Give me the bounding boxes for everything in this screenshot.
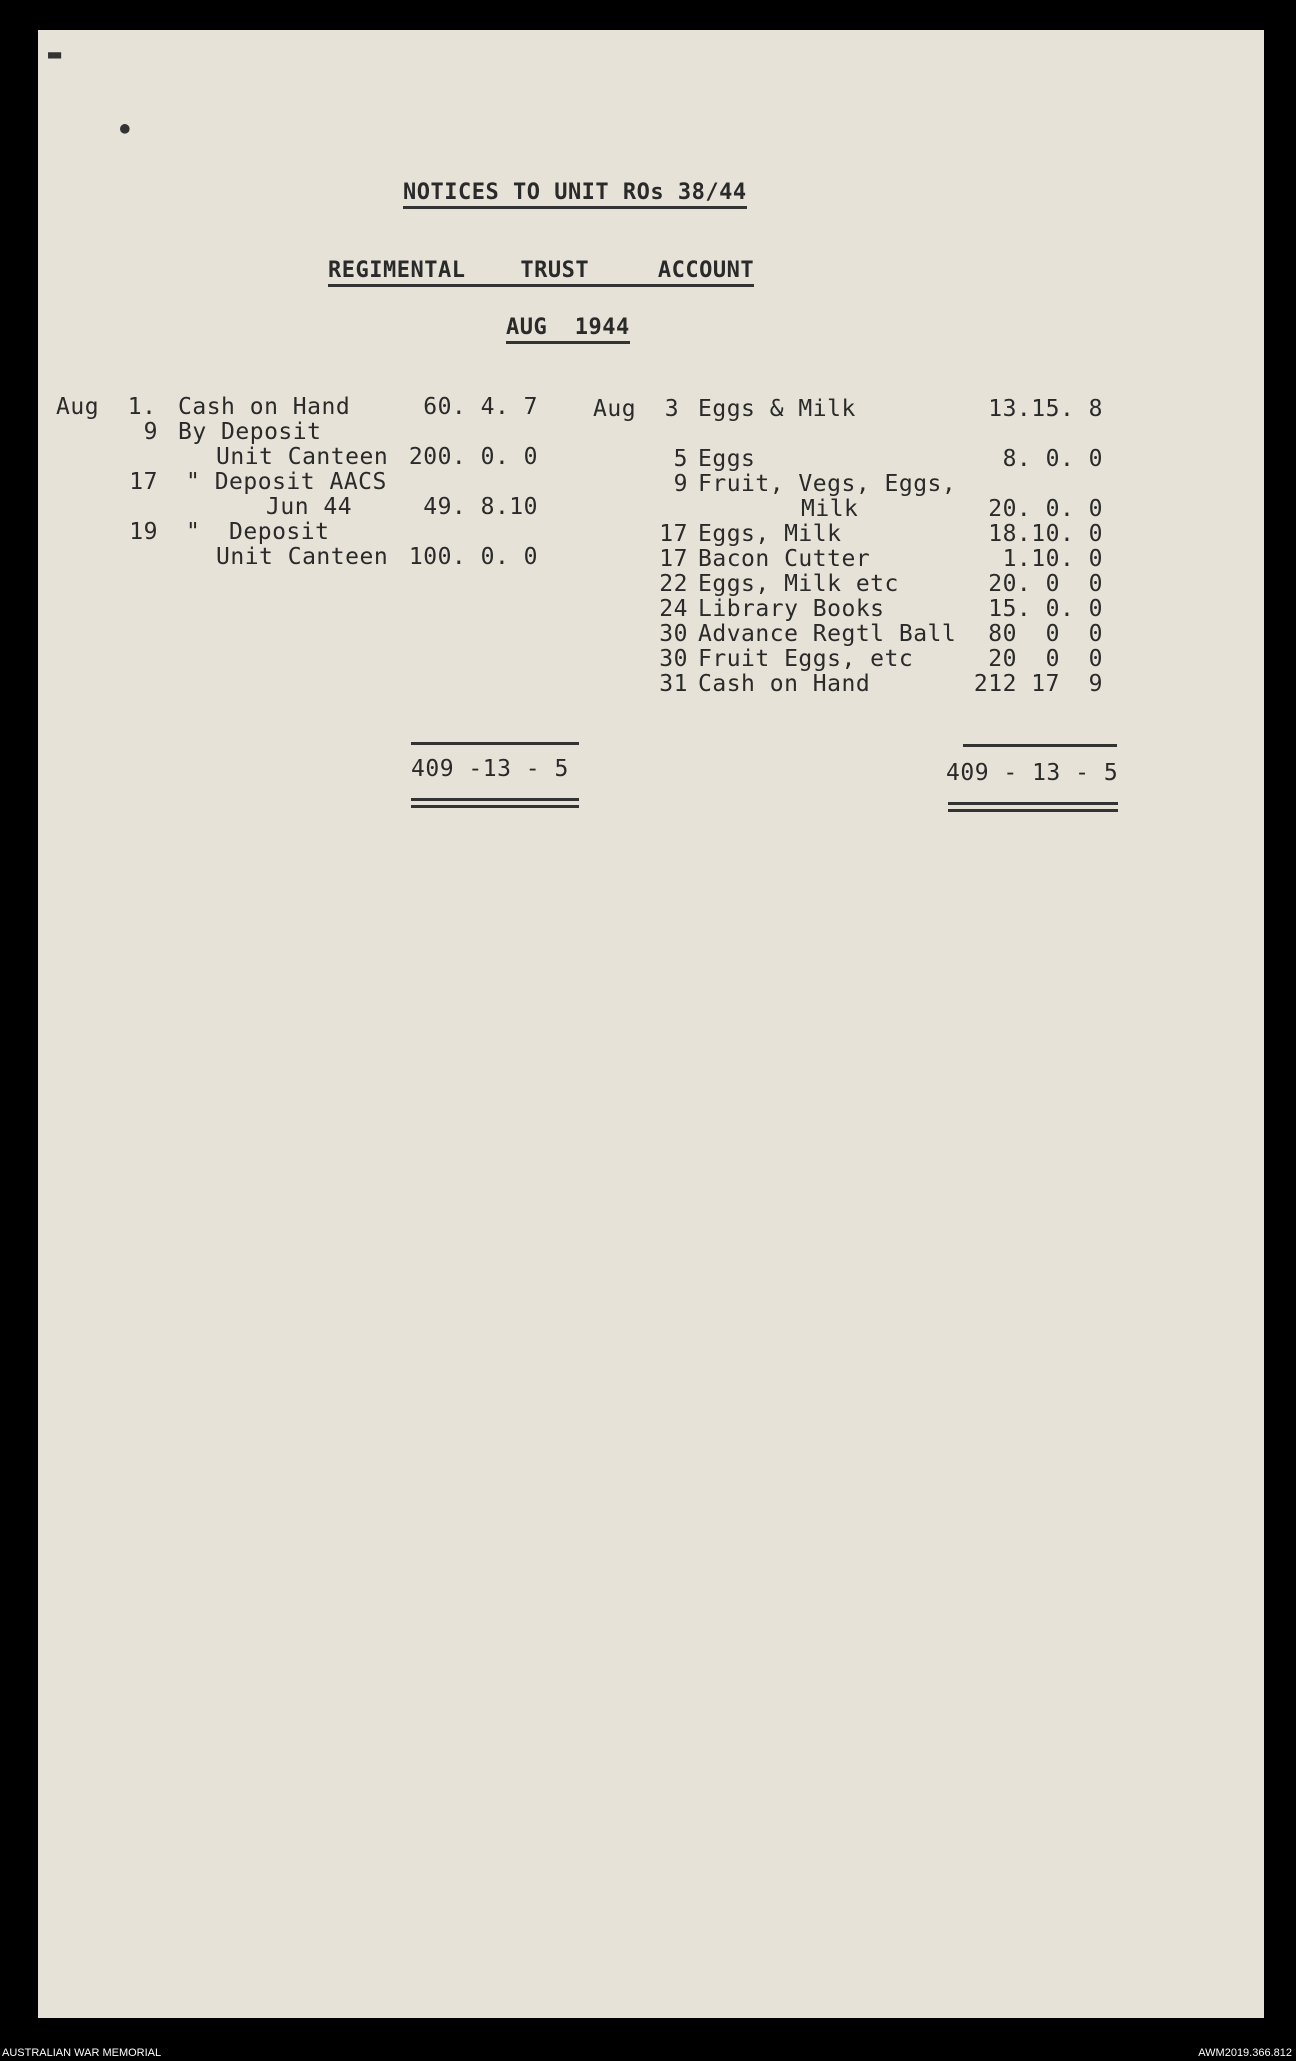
- footer-credit: AUSTRALIAN WAR MEMORIAL: [2, 2047, 162, 2059]
- payment-date: 31: [659, 671, 688, 697]
- payments-total: 409 - 13 - 5: [946, 760, 1119, 786]
- payment-desc: Eggs & Milk: [698, 396, 856, 422]
- total-rule-double: [411, 805, 579, 808]
- total-rule-double: [948, 809, 1118, 812]
- receipt-date: Aug 1.: [56, 394, 157, 420]
- receipt-desc: Cash on Hand: [178, 394, 351, 420]
- payment-date: 9: [673, 471, 688, 497]
- receipt-desc: By Deposit: [178, 419, 322, 445]
- total-rule-double: [411, 798, 579, 801]
- punch-hole-mark: ▬: [48, 42, 62, 67]
- payment-date: 22: [659, 571, 688, 597]
- account-period: AUG 1944: [506, 315, 630, 344]
- receipt-amount: 100. 0. 0: [408, 544, 538, 570]
- payment-amount: 1.10. 0: [1002, 546, 1103, 572]
- document-page: [38, 30, 1264, 2018]
- receipt-desc: Jun 44: [266, 494, 353, 520]
- receipt-desc: " Deposit: [186, 519, 330, 545]
- receipt-amount: 200. 0. 0: [408, 444, 538, 470]
- payment-amount: 13.15. 8: [988, 396, 1103, 422]
- payment-date: 24: [659, 596, 688, 622]
- receipt-amount: 60. 4. 7: [423, 394, 538, 420]
- payment-desc: Eggs, Milk etc: [698, 571, 899, 597]
- receipt-desc: Unit Canteen: [216, 444, 389, 470]
- receipt-date: 19: [129, 519, 158, 545]
- account-title: REGIMENTAL TRUST ACCOUNT: [328, 258, 754, 287]
- payment-amount: 20. 0. 0: [988, 496, 1103, 522]
- payment-date: 30: [659, 621, 688, 647]
- payment-date: Aug 3: [593, 396, 680, 422]
- payment-amount: 212 17 9: [973, 671, 1103, 697]
- payment-amount: 20 0 0: [988, 646, 1103, 672]
- payment-desc: Milk: [801, 496, 859, 522]
- payment-date: 17: [659, 546, 688, 572]
- payment-date: 30: [659, 646, 688, 672]
- notice-heading: NOTICES TO UNIT ROs 38/44: [403, 180, 747, 209]
- total-rule-top: [963, 744, 1117, 747]
- total-rule-double: [948, 802, 1118, 805]
- payment-amount: 8. 0. 0: [1002, 446, 1103, 472]
- payment-desc: Fruit Eggs, etc: [698, 646, 914, 672]
- receipt-desc: " Deposit AACS: [186, 469, 387, 495]
- payment-desc: Advance Regtl Ball: [698, 621, 957, 647]
- receipt-desc: Unit Canteen: [216, 544, 389, 570]
- payment-date: 5: [673, 446, 688, 472]
- payment-date: 17: [659, 521, 688, 547]
- receipt-date: 9: [143, 419, 158, 445]
- payment-amount: 15. 0. 0: [988, 596, 1103, 622]
- payment-desc: Eggs: [698, 446, 756, 472]
- payment-desc: Cash on Hand: [698, 671, 871, 697]
- payment-amount: 18.10. 0: [988, 521, 1103, 547]
- payment-desc: Fruit, Vegs, Eggs,: [698, 471, 957, 497]
- payment-desc: Eggs, Milk: [698, 521, 842, 547]
- footer-reference: AWM2019.366.812: [1198, 2047, 1292, 2059]
- total-rule-top: [411, 742, 579, 745]
- payment-desc: Bacon Cutter: [698, 546, 871, 572]
- payment-amount: 80 0 0: [988, 621, 1103, 647]
- receipt-amount: 49. 8.10: [423, 494, 538, 520]
- payment-desc: Library Books: [698, 596, 885, 622]
- payment-amount: 20. 0 0: [988, 571, 1103, 597]
- punch-hole-mark: ●: [120, 118, 130, 137]
- receipt-date: 17: [129, 469, 158, 495]
- receipts-total: 409 -13 - 5: [411, 756, 569, 782]
